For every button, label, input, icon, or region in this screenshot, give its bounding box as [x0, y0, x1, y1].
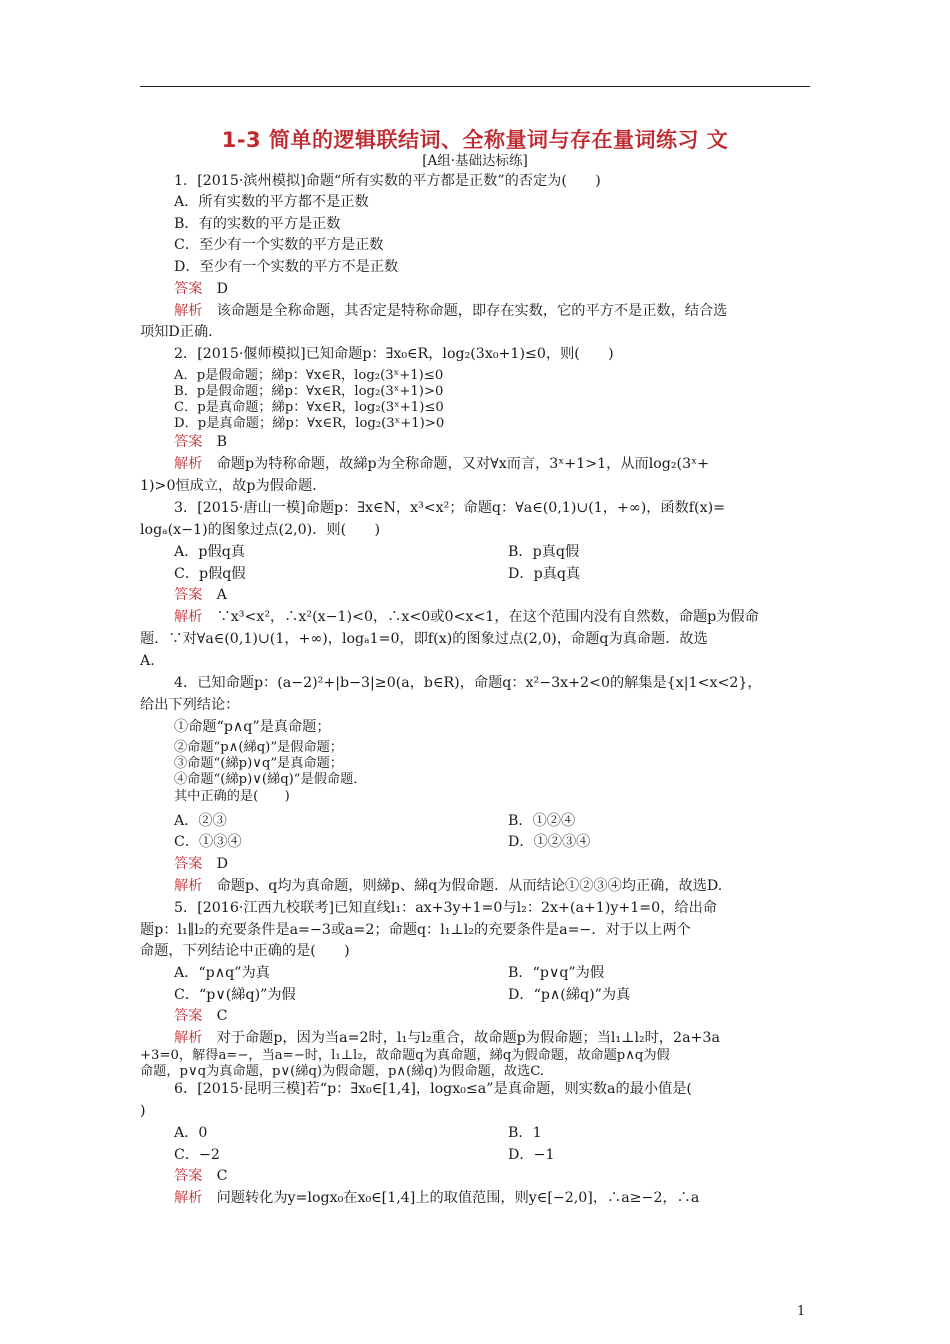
option: C．①③④ [174, 834, 242, 850]
option: B．p是假命题；綈p：∀x∈R，log₂(3ˣ+1)>0 [174, 384, 444, 399]
option: A．p是假命题；綈p：∀x∈R，log₂(3ˣ+1)≤0 [174, 368, 444, 383]
option: B．①②④ [508, 813, 576, 829]
answer-value: D [216, 856, 228, 872]
answer-label: 答案 [174, 1008, 203, 1024]
analysis-text: 题．∵对∀a∈(0,1)∪(1，+∞)，logₐ1=0，即f(x)的图象过点(2,0)，命题q为真命题．故选 [140, 631, 708, 647]
answer-line [174, 280, 864, 298]
answer-value: B [216, 434, 228, 450]
question-stem: 命题，下列结论中正确的是( ) [140, 943, 350, 959]
option: D．p真q真 [508, 566, 581, 582]
answer-label: 答案 [174, 281, 203, 297]
analysis-label: 解析 [174, 609, 203, 625]
option: D．−1 [508, 1147, 555, 1163]
analysis-line [174, 1029, 864, 1047]
analysis-text: 项知D正确． [140, 324, 223, 340]
option: C．p假q假 [174, 566, 246, 582]
analysis-text: 1)>0恒成立，故p为假命题． [140, 478, 327, 494]
answer-line [174, 433, 864, 451]
analysis-line [174, 455, 864, 473]
question-stem: 其中正确的是( ) [174, 789, 290, 804]
answer-value: A [216, 587, 227, 603]
analysis-text: 命题p、q均为真命题，则綈p、綈q为假命题．从而结论①②③④均正确，故选D. [216, 878, 723, 894]
section-subtitle: [A组·基础达标练] [422, 153, 528, 169]
option: B．有的实数的平方是正数 [174, 216, 341, 232]
question-stem: logₐ(x−1)的图象过点(2,0)．则( ) [140, 522, 381, 538]
statement: ①命题“p∧q”是真命题； [174, 719, 331, 735]
answer-line [174, 1167, 864, 1185]
analysis-text: 该命题是全称命题，其否定是特称命题，即存在实数，它的平方不是正数，结合选 [216, 303, 728, 319]
analysis-text: 对于命题p，因为当a=2时，l₁与l₂重合，故命题p为假命题；当l₁⊥l₂时，2a+3a [216, 1030, 720, 1046]
answer-value: C [216, 1008, 228, 1024]
question-stem: 题p：l₁∥l₂的充要条件是a=−3或a=2；命题q：l₁⊥l₂的充要条件是a=−．对于以上两个 [140, 922, 691, 938]
question-stem: 3．[2015·唐山一模]命题p：∃x∈N，x³<x²；命题q：∀a∈(0,1)∪(1，+∞)，函数f(x)= [174, 500, 725, 516]
analysis-label: 解析 [174, 456, 203, 472]
answer-label: 答案 [174, 587, 203, 603]
analysis-text: ∵x³<x²，∴x²(x−1)<0，∴x<0或0<x<1，在这个范围内没有自然数，命题p为假命 [216, 609, 759, 625]
question-stem: 给出下列结论： [140, 697, 240, 713]
answer-line [174, 1007, 864, 1025]
option: A．“p∧q”为真 [174, 965, 270, 981]
page-number: 1 [797, 1304, 806, 1319]
analysis-text: A. [140, 653, 155, 669]
analysis-text: +3=0，解得a=−，当a=−时，l₁⊥l₂，故命题q为真命题，綈q为假命题，故命题p∧q为假 [140, 1048, 670, 1063]
analysis-text: 命题p为特称命题，故綈p为全称命题，又对∀x而言，3ˣ+1>1，从而log₂(3ˣ+ [216, 456, 710, 472]
answer-label: 答案 [174, 434, 203, 450]
answer-value: D [216, 281, 228, 297]
option: C．p是真命题；綈p：∀x∈R，log₂(3ˣ+1)≤0 [174, 400, 444, 415]
analysis-text: 命题，p∨q为真命题，p∨(綈q)为假命题，p∧(綈q)为假命题，故选C. [140, 1064, 545, 1079]
question-stem: 2．[2015·偃师模拟]已知命题p：∃x₀∈R，log₂(3x₀+1)≤0，则( ) [174, 346, 614, 362]
option: A．0 [174, 1125, 208, 1141]
question-stem: 6．[2015·昆明三模]若“p：∃x₀∈[1,4]，logx₀≤a”是真命题，则实数a的最小值是( [174, 1081, 692, 1097]
statement: ②命题“p∧(綈q)”是假命题； [174, 740, 343, 755]
answer-label: 答案 [174, 1168, 203, 1184]
analysis-label: 解析 [174, 1190, 203, 1206]
question-stem: 4．已知命题p：(a−2)²+|b−3|≥0(a，b∈R)，命题q：x²−3x+2<0的解集是{x|1<x<2}， [174, 675, 762, 691]
answer-line [174, 855, 864, 873]
analysis-label: 解析 [174, 1030, 203, 1046]
option: C．至少有一个实数的平方是正数 [174, 237, 384, 253]
analysis-line [174, 302, 864, 320]
answer-label: 答案 [174, 856, 203, 872]
analysis-line [174, 877, 864, 895]
statement: ④命题“(綈p)∨(綈q)”是假命题． [174, 772, 367, 787]
option: D．p是真命题；綈p：∀x∈R，log₂(3ˣ+1)>0 [174, 416, 445, 431]
option: B．p真q假 [508, 544, 580, 560]
question-stem: 1．[2015·滨州模拟]命题“所有实数的平方都是正数”的否定为( ) [174, 173, 601, 189]
option: D．“p∧(綈q)”为真 [508, 987, 631, 1003]
analysis-line [174, 1189, 864, 1207]
option: A．所有实数的平方都不是正数 [174, 194, 369, 210]
page-title: 1-3 简单的逻辑联结词、全称量词与存在量词练习 文 [221, 128, 729, 152]
statement: ③命题“(綈p)∨q”是真命题； [174, 756, 343, 771]
option: D．至少有一个实数的平方不是正数 [174, 259, 399, 275]
option: B．“p∨q”为假 [508, 965, 605, 981]
option: D．①②③④ [508, 834, 591, 850]
header-rule [140, 86, 810, 87]
answer-line [174, 586, 864, 604]
analysis-label: 解析 [174, 878, 203, 894]
answer-value: C [216, 1168, 228, 1184]
analysis-line [174, 608, 864, 626]
analysis-label: 解析 [174, 303, 203, 319]
option: A．②③ [174, 813, 227, 829]
option: C．−2 [174, 1147, 220, 1163]
question-stem: 5．[2016·江西九校联考]已知直线l₁：ax+3y+1=0与l₂：2x+(a+1)y+1=0，给出命 [174, 900, 717, 916]
option: B．1 [508, 1125, 542, 1141]
question-stem: ) [140, 1103, 146, 1119]
analysis-text: 问题转化为y=logx₀在x₀∈[1,4]上的取值范围，则y∈[−2,0]，∴a≥−2，∴a [216, 1190, 700, 1206]
option: C．“p∨(綈q)”为假 [174, 987, 296, 1003]
option: A．p假q真 [174, 544, 245, 560]
